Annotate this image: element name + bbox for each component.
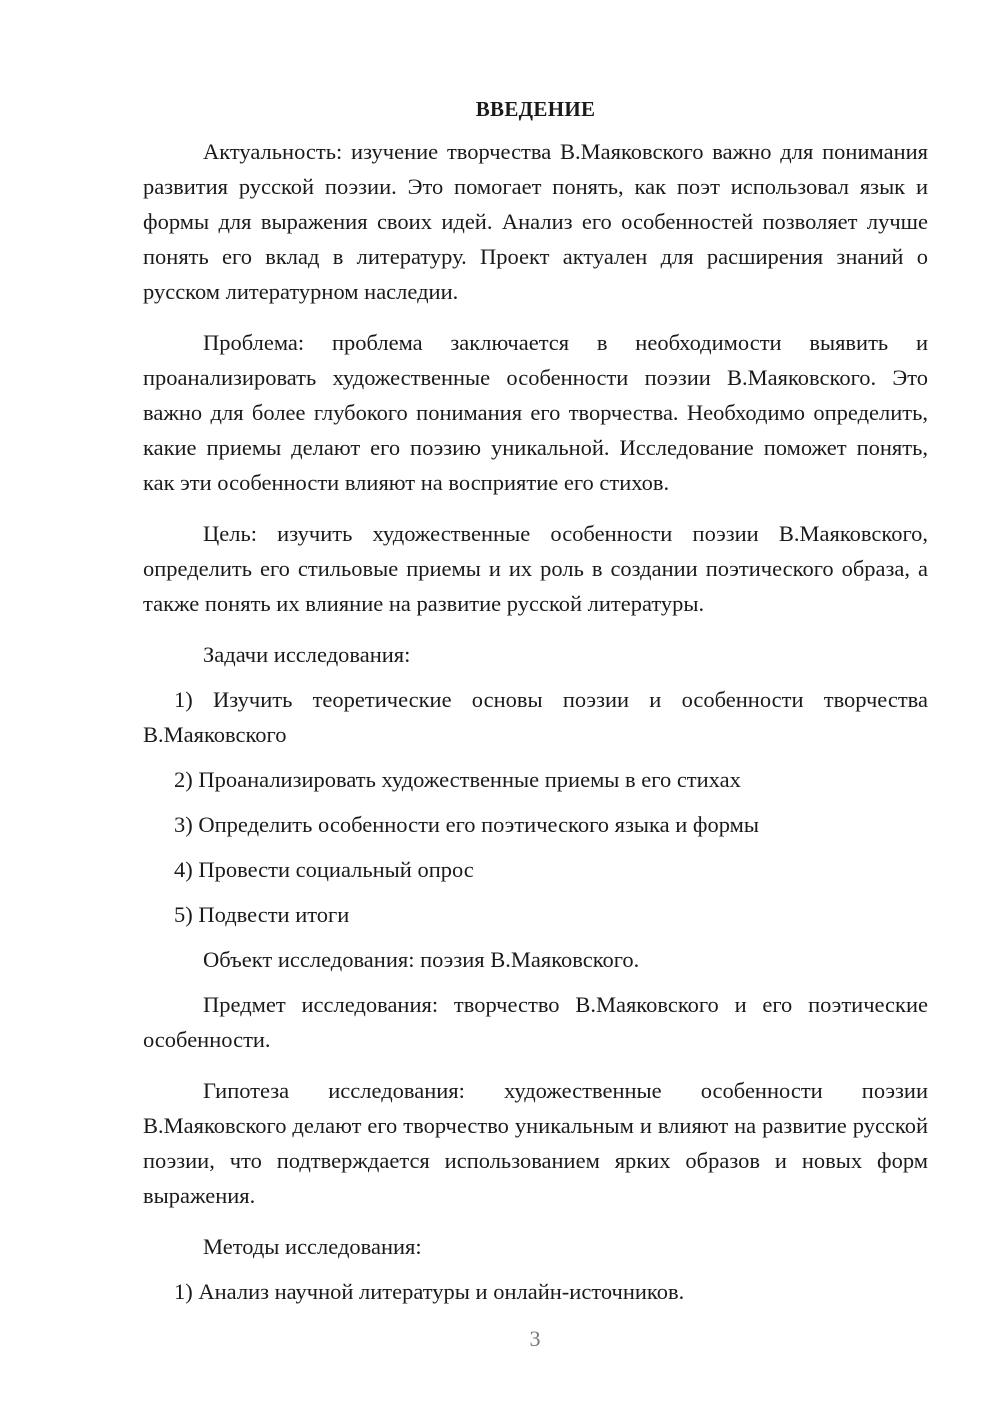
- task-item-5: 5) Подвести итоги: [174, 902, 350, 927]
- goal-paragraph: Цель: изучить художественные особенности поэзии В.Маяковского, определить его стильовые приемы и их роль в создании поэтического образа, а также понять их влияние на развитие русской литературы.: [143, 521, 928, 616]
- section-title: ВВЕДЕНИЕ: [475, 97, 596, 121]
- document-page: [143, 92, 928, 1309]
- relevance-paragraph: Актуальность: изучение творчества В.Маяковского важно для понимания развития русской поэзии. Это помогает понять, как поэт использовал язык и формы для выражения своих идей. Анализ его особенностей позволяет лучше понять его вклад в литературу. Проект актуален для расширения знаний о русском литературном наследии.: [143, 139, 928, 304]
- task-item-3: 3) Определить особенности его поэтического языка и формы: [174, 812, 759, 837]
- tasks-heading: Задачи исследования:: [203, 642, 411, 667]
- object-paragraph: Объект исследования: поэзия В.Маяковского.: [203, 947, 640, 972]
- page-number: 3: [529, 1326, 541, 1351]
- methods-heading: Методы исследования:: [203, 1234, 422, 1259]
- problem-paragraph: Проблема: проблема заключается в необходимости выявить и проанализировать художественные особенности поэзии В.Маяковского. Это важно для более глубокого понимания его творчества. Необходимо определить, какие приемы делают его поэзию уникальной. Исследование поможет понять, как эти особенности влияют на восприятие его стихов.: [143, 330, 928, 495]
- method-item-1: 1) Анализ научной литературы и онлайн-источников.: [174, 1279, 685, 1304]
- hypothesis-paragraph: Гипотеза исследования: художественные особенности поэзии В.Маяковского делают его творчество уникальным и влияют на развитие русской поэзии, что подтверждается использованием ярких образов и новых форм выражения.: [143, 1078, 928, 1208]
- subject-paragraph: Предмет исследования: творчество В.Маяковского и его поэтические особенности.: [143, 992, 928, 1052]
- task-item-2: 2) Проанализировать художественные приемы в его стихах: [174, 767, 741, 792]
- task-item-4: 4) Провести социальный опрос: [174, 857, 474, 882]
- task-item-1: 1) Изучить теоретические основы поэзии и особенности творчества В.Маяковского: [143, 687, 928, 747]
